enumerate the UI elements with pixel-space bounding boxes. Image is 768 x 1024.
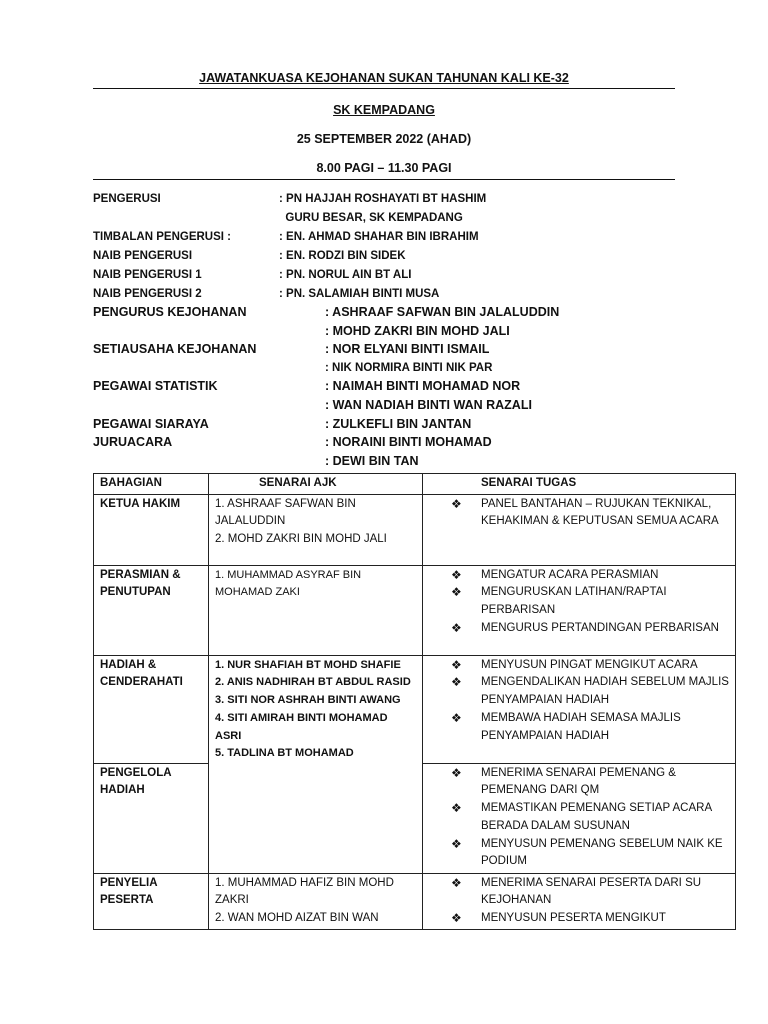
- task-item: ❖ MENGURUSKAN LATIHAN/RAPTAI PERBARISAN: [451, 584, 729, 619]
- tasks-cell: [423, 763, 736, 873]
- official-label: PEGAWAI STATISTIK: [93, 379, 218, 394]
- table-row: [94, 655, 736, 763]
- official-value: : PN. NORUL AIN BT ALI: [279, 269, 412, 281]
- table-row: [94, 873, 736, 929]
- column-header: SENARAI TUGAS: [423, 474, 736, 495]
- member-name: 1. MUHAMMAD HAFIZ BIN MOHD ZAKRI: [215, 876, 394, 907]
- official-value: : PN HAJJAH ROSHAYATI BT HASHIM: [279, 193, 487, 205]
- official-label: PEGAWAI SIARAYA: [93, 416, 209, 431]
- members-cell: [209, 655, 423, 873]
- section-cell: HADIAH & CENDERAHATI: [94, 655, 209, 763]
- task-item: ❖ MENYUSUN PESERTA MENGIKUT: [451, 910, 729, 928]
- member-name: 2. ANIS NADHIRAH BT ABDUL RASID: [215, 676, 411, 689]
- official-value: : NOR ELYANI BINTI ISMAIL: [325, 342, 490, 357]
- table-row: [94, 565, 736, 655]
- official-value: : WAN NADIAH BINTI WAN RAZALI: [325, 398, 532, 412]
- official-value: : MOHD ZAKRI BIN MOHD JALI: [325, 323, 510, 338]
- task-item: ❖ MENERIMA SENARAI PESERTA DARI SU KEJOHANAN: [451, 875, 729, 910]
- event-date: 25 SEPTEMBER 2022 (AHAD): [296, 132, 472, 146]
- member-name: 4. SITI AMIRAH BINTI MOHAMAD ASRI: [215, 711, 388, 742]
- tasks-cell: [423, 655, 736, 763]
- member-name: 1. MUHAMMAD ASYRAF BIN MOHAMAD ZAKI: [215, 568, 362, 599]
- table-header-row: [94, 474, 736, 495]
- official-label: PENGURUS KEJOHANAN: [93, 305, 247, 319]
- official-value: : EN. AHMAD SHAHAR BIN IBRAHIM: [279, 231, 479, 243]
- duty-table: [93, 473, 736, 930]
- task-item: ❖ PANEL BANTAHAN – RUJUKAN TEKNIKAL, KEHAKIMAN & KEPUTUSAN SEMUA ACARA: [451, 496, 729, 531]
- tasks-cell: [423, 565, 736, 655]
- section-cell: KETUA HAKIM: [94, 494, 209, 565]
- official-label: NAIB PENGERUSI 2: [93, 288, 202, 300]
- member-name: 5. TADLINA BT MOHAMAD: [215, 747, 354, 760]
- task-item: ❖ MENYUSUN PEMENANG SEBELUM NAIK KE PODIUM: [451, 836, 729, 871]
- official-label: NAIB PENGERUSI: [93, 250, 193, 262]
- task-item: ❖ MEMBAWA HADIAH SEMASA MAJLIS PENYAMPAIAN HADIAH: [451, 710, 729, 745]
- task-item: ❖ MENYUSUN PINGAT MENGIKUT ACARA: [451, 657, 729, 675]
- section-cell: PENGELOLA HADIAH: [94, 763, 209, 873]
- official-value: : DEWI BIN TAN: [325, 453, 419, 468]
- official-label: NAIB PENGERUSI 1: [93, 269, 202, 281]
- school-name: SK KEMPADANG: [333, 103, 435, 117]
- task-item: ❖ MENGATUR ACARA PERASMIAN: [451, 567, 729, 585]
- task-item: ❖ MENGENDALIKAN HADIAH SEBELUM MAJLIS PENYAMPAIAN HADIAH: [451, 674, 729, 709]
- official-label: PENGERUSI: [93, 193, 161, 205]
- header-rule-bottom: [93, 179, 675, 180]
- members-cell: [209, 873, 423, 929]
- official-value: : PN. SALAMIAH BINTI MUSA: [279, 288, 440, 300]
- member-name: 3. SITI NOR ASHRAH BINTI AWANG: [215, 694, 401, 707]
- member-name: 1. NUR SHAFIAH BT MOHD SHAFIE: [215, 658, 401, 671]
- member-name: 1. ASHRAAF SAFWAN BIN JALALUDDIN: [215, 497, 356, 528]
- official-label: JURUACARA: [93, 435, 173, 450]
- official-value: : ASHRAAF SAFWAN BIN JALALUDDIN: [325, 305, 560, 319]
- section-cell: PERASMIAN & PENUTUPAN: [94, 565, 209, 655]
- official-value: : ZULKEFLI BIN JANTAN: [325, 416, 472, 431]
- column-header: SENARAI AJK: [209, 474, 423, 495]
- tasks-cell: [423, 873, 736, 929]
- official-value: : EN. RODZI BIN SIDEK: [279, 250, 406, 262]
- official-value: GURU BESAR, SK KEMPADANG: [279, 212, 463, 224]
- event-time: 8.00 PAGI – 11.30 PAGI: [316, 161, 452, 175]
- member-name: 2. WAN MOHD AIZAT BIN WAN: [215, 912, 379, 925]
- official-label: TIMBALAN PENGERUSI :: [93, 231, 231, 243]
- tasks-cell: [423, 494, 736, 565]
- section-cell: PENYELIA PESERTA: [94, 873, 209, 929]
- members-cell: [209, 494, 423, 565]
- column-header: BAHAGIAN: [94, 474, 209, 495]
- members-cell: [209, 565, 423, 655]
- member-name: 2. MOHD ZAKRI BIN MOHD JALI: [215, 533, 387, 546]
- official-value: : NIK NORMIRA BINTI NIK PAR: [325, 361, 493, 374]
- official-value: : NORAINI BINTI MOHAMAD: [325, 435, 492, 450]
- header-rule-top: [93, 88, 675, 89]
- task-item: ❖ MEMASTIKAN PEMENANG SETIAP ACARA BERADA DALAM SUSUNAN: [451, 800, 729, 835]
- task-item: ❖ MENGURUS PERTANDINGAN PERBARISAN: [451, 620, 729, 638]
- table-row: [94, 494, 736, 565]
- official-value: : NAIMAH BINTI MOHAMAD NOR: [325, 379, 521, 394]
- official-label: SETIAUSAHA KEJOHANAN: [93, 342, 257, 357]
- document-title: JAWATANKUASA KEJOHANAN SUKAN TAHUNAN KALI KE-32: [199, 71, 569, 85]
- task-item: ❖ MENERIMA SENARAI PEMENANG & PEMENANG DARI QM: [451, 765, 729, 800]
